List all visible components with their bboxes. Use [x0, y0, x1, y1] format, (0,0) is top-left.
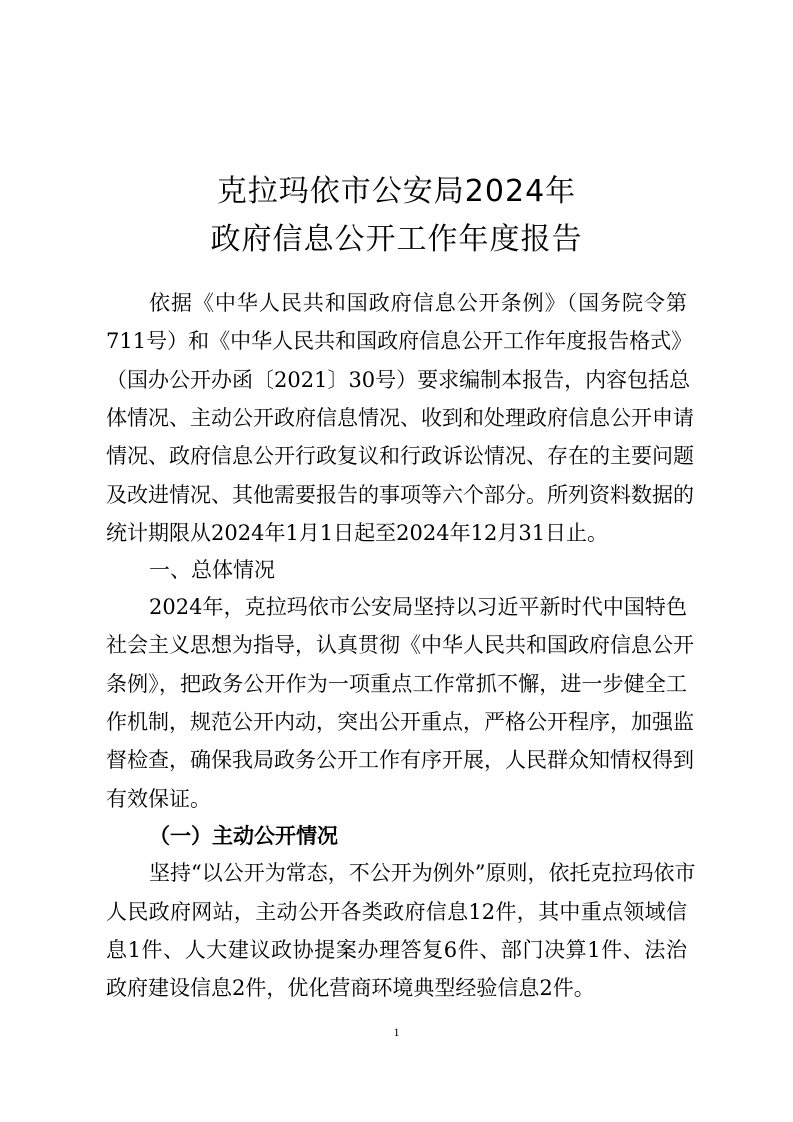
intro-line-1: 依据《中华人民共和国政府信息公开条例》（国务院令第	[149, 291, 687, 315]
overview-line-2: 社会主义思想为指导，认真贯彻《中华人民共和国政府信息公开	[106, 633, 694, 657]
proactive-line-4: 政府建设信息2件，优化营商环境典型经验信息2件。	[106, 976, 595, 1000]
overview-line-1: 2024年，克拉玛依市公安局坚持以习近平新时代中国特色	[149, 595, 687, 619]
document-title-line-2: 政府信息公开工作年度报告	[210, 222, 583, 257]
intro-line-3: （国办公开办函〔2021〕30号）要求编制本报告，内容包括总	[106, 368, 691, 392]
subsection-heading-proactive-disclosure: （一）主动公开情况	[149, 823, 338, 848]
overview-line-5: 督检查，确保我局政务公开工作有序开展，人民群众知情权得到	[106, 748, 694, 772]
page-number: 1	[393, 1025, 400, 1039]
proactive-line-2: 人民政府网站，主动公开各类政府信息12件，其中重点领域信	[106, 900, 687, 924]
intro-line-4: 体情况、主动公开政府信息情况、收到和处理政府信息公开申请	[106, 406, 694, 430]
intro-line-5: 情况、政府信息公开行政复议和行政诉讼情况、存在的主要问题	[106, 444, 694, 468]
proactive-line-3: 息1件、人大建议政协提案办理答复6件、部门决算1件、法治	[106, 938, 687, 962]
proactive-line-1: 坚持“以公开为常态，不公开为例外”原则，依托克拉玛依市	[149, 861, 696, 885]
section-heading-overview: 一、总体情况	[149, 558, 275, 582]
intro-line-7: 统计期限从2024年1月1日起至2024年12月31日止。	[106, 521, 609, 545]
intro-line-6: 及改进情况、其他需要报告的事项等六个部分。所列资料数据的	[106, 483, 694, 507]
overview-line-6: 有效保证。	[106, 787, 211, 811]
document-title-line-1: 克拉玛依市公安局2024年	[216, 174, 577, 209]
overview-line-4: 作机制，规范公开内动，突出公开重点，严格公开程序，加强监	[106, 710, 694, 734]
intro-line-2: 711号）和《中华人民共和国政府信息公开工作年度报告格式》	[106, 329, 693, 353]
overview-line-3: 条例》，把政务公开作为一项重点工作常抓不懈，进一步健全工	[106, 672, 687, 696]
